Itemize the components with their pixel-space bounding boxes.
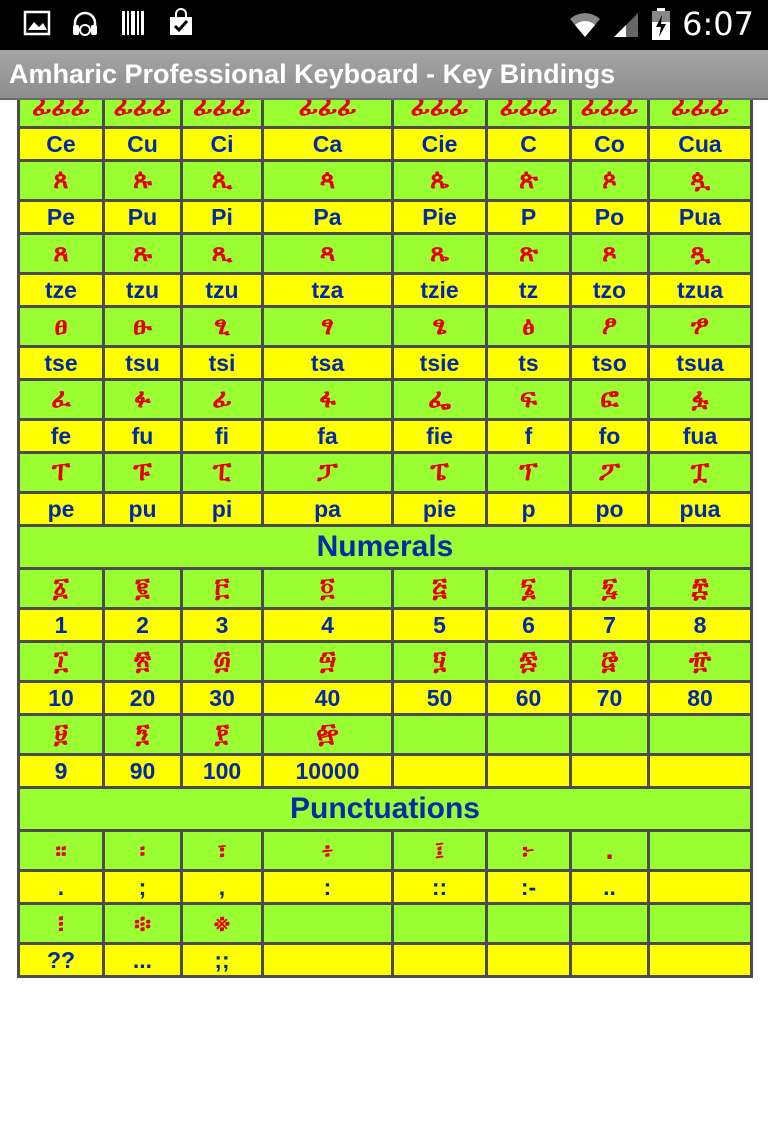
key-cell: ...	[104, 944, 182, 977]
glyph-cell	[393, 904, 487, 944]
system-status	[568, 4, 754, 44]
key-bindings-table	[17, 100, 753, 978]
key-cell	[649, 871, 752, 904]
key-cell: 90	[104, 755, 182, 788]
glyph-cell: ፌ	[393, 380, 487, 420]
glyph-cell: ፔ	[393, 453, 487, 493]
key-cell: fi	[182, 420, 263, 453]
glyph-cell: ፋ	[263, 380, 393, 420]
glyph-row	[19, 715, 752, 755]
key-cell: 100	[182, 755, 263, 788]
glyph-cell: ፍ	[487, 380, 571, 420]
key-cell: tso	[571, 347, 649, 380]
key-row	[19, 128, 752, 161]
key-cell: Po	[571, 201, 649, 234]
section-header-punctuations	[19, 788, 752, 831]
key-cell: 10000	[263, 755, 393, 788]
glyph-cell: ጱ	[104, 161, 182, 201]
key-cell: pua	[649, 493, 752, 526]
key-cell: :	[263, 871, 393, 904]
glyph-row	[19, 904, 752, 944]
key-cell: po	[571, 493, 649, 526]
glyph-cell: ጾ	[571, 234, 649, 274]
key-cell: fo	[571, 420, 649, 453]
glyph-cell: ፸	[571, 642, 649, 682]
glyph-cell: ጷ	[649, 161, 752, 201]
key-cell: tzua	[649, 274, 752, 307]
glyph-cell	[649, 715, 752, 755]
glyph-cell: ፊፊፊ	[182, 100, 263, 128]
glyph-cell: ፻	[182, 715, 263, 755]
glyph-cell: ፊፊፊ	[393, 100, 487, 128]
key-row	[19, 682, 752, 715]
key-cell: tzu	[182, 274, 263, 307]
glyph-cell: ፑ	[104, 453, 182, 493]
glyph-cell: ፠	[182, 904, 263, 944]
key-cell: 4	[263, 609, 393, 642]
glyph-cell: ፩	[19, 569, 104, 609]
glyph-cell	[571, 715, 649, 755]
notification-icons	[22, 8, 196, 38]
glyph-cell: ፖ	[571, 453, 649, 493]
key-cell: Cie	[393, 128, 487, 161]
key-cell: pi	[182, 493, 263, 526]
glyph-cell: ፄ	[393, 307, 487, 347]
key-cell: 5	[393, 609, 487, 642]
key-cell: tsua	[649, 347, 752, 380]
glyph-cell: ጽ	[487, 234, 571, 274]
key-cell: Co	[571, 128, 649, 161]
glyph-cell: ጶ	[571, 161, 649, 201]
glyph-cell: ጴ	[393, 161, 487, 201]
key-cell: Ci	[182, 128, 263, 161]
glyph-cell: ፱	[19, 715, 104, 755]
glyph-cell: ፊፊፊ	[487, 100, 571, 128]
glyph-cell: ፊ	[182, 380, 263, 420]
glyph-cell: ፎ	[571, 380, 649, 420]
glyph-cell: ፵	[263, 642, 393, 682]
key-cell: 9	[19, 755, 104, 788]
glyph-cell: ፂ	[182, 307, 263, 347]
glyph-cell: ፨	[104, 904, 182, 944]
glyph-cell: ።	[19, 831, 104, 871]
glyph-cell: ፃ	[263, 307, 393, 347]
key-cell: Pi	[182, 201, 263, 234]
key-cell: fie	[393, 420, 487, 453]
glyph-cell: ፕ	[487, 453, 571, 493]
key-cell: ts	[487, 347, 571, 380]
key-cell: Pie	[393, 201, 487, 234]
key-row	[19, 755, 752, 788]
glyph-cell: ፳	[104, 642, 182, 682]
glyph-row	[19, 161, 752, 201]
key-cell: ,	[182, 871, 263, 904]
key-row	[19, 493, 752, 526]
key-cell: pie	[393, 493, 487, 526]
glyph-cell: ፴	[182, 642, 263, 682]
glyph-row	[19, 569, 752, 609]
key-row	[19, 274, 752, 307]
key-cell: Pua	[649, 201, 752, 234]
key-cell: tza	[263, 274, 393, 307]
key-cell: 6	[487, 609, 571, 642]
image-icon	[22, 8, 52, 38]
glyph-cell: ፆ	[571, 307, 649, 347]
glyph-cell: ፊፊፊ	[571, 100, 649, 128]
key-cell: fe	[19, 420, 104, 453]
glyph-cell: ፷	[487, 642, 571, 682]
key-cell: 60	[487, 682, 571, 715]
glyph-cell: ፗ	[649, 453, 752, 493]
glyph-row	[19, 831, 752, 871]
key-cell: 10	[19, 682, 104, 715]
key-cell: tze	[19, 274, 104, 307]
glyph-cell: ጹ	[104, 234, 182, 274]
glyph-cell: ፹	[649, 642, 752, 682]
glyph-cell	[393, 715, 487, 755]
key-cell: C	[487, 128, 571, 161]
glyph-cell: ፊፊፊ	[263, 100, 393, 128]
glyph-cell: ፊፊፊ	[649, 100, 752, 128]
section-header-numerals	[19, 526, 752, 569]
glyph-cell: ጰ	[19, 161, 104, 201]
key-cell: Cua	[649, 128, 752, 161]
key-cell: 8	[649, 609, 752, 642]
key-cell	[487, 755, 571, 788]
glyph-cell: ፀ	[19, 307, 104, 347]
glyph-cell: ፼	[263, 715, 393, 755]
key-cell	[649, 944, 752, 977]
glyph-cell: ፧	[19, 904, 104, 944]
key-cell: tse	[19, 347, 104, 380]
key-cell: 7	[571, 609, 649, 642]
glyph-cell: ፈ	[19, 380, 104, 420]
battery-charging-icon	[650, 7, 672, 41]
glyph-cell	[487, 715, 571, 755]
glyph-cell: ጲ	[182, 161, 263, 201]
key-row	[19, 201, 752, 234]
glyph-cell: ፯	[571, 569, 649, 609]
glyph-cell: ጼ	[393, 234, 487, 274]
key-cell: 2	[104, 609, 182, 642]
key-cell: 1	[19, 609, 104, 642]
key-cell	[571, 944, 649, 977]
glyph-cell: ፦	[487, 831, 571, 871]
glyph-cell: ፮	[487, 569, 571, 609]
glyph-cell	[649, 831, 752, 871]
key-cell: ;;	[182, 944, 263, 977]
glyph-cell: ፺	[104, 715, 182, 755]
glyph-cell: ፡	[104, 831, 182, 871]
key-cell: p	[487, 493, 571, 526]
key-cell: :-	[487, 871, 571, 904]
glyph-cell: ፪	[104, 569, 182, 609]
glyph-cell: .	[571, 831, 649, 871]
glyph-cell: ፐ	[19, 453, 104, 493]
glyph-cell: ፤	[393, 831, 487, 871]
key-cell: 30	[182, 682, 263, 715]
app-title: Amharic Professional Keyboard - Key Bindings	[9, 59, 616, 89]
glyph-row	[19, 100, 752, 128]
app-title-bar	[0, 50, 768, 100]
glyph-cell: ፅ	[487, 307, 571, 347]
key-cell: tzu	[104, 274, 182, 307]
glyph-cell: ፁ	[104, 307, 182, 347]
key-cell: fu	[104, 420, 182, 453]
glyph-cell: ፒ	[182, 453, 263, 493]
key-cell	[263, 944, 393, 977]
glyph-cell: ጸ	[19, 234, 104, 274]
glyph-cell: ጳ	[263, 161, 393, 201]
key-cell: tsa	[263, 347, 393, 380]
section-title: Numerals	[19, 526, 752, 569]
key-cell: .	[19, 871, 104, 904]
key-cell: ??	[19, 944, 104, 977]
cell-signal-icon	[612, 9, 640, 39]
key-cell: fua	[649, 420, 752, 453]
barcode-icon	[118, 8, 148, 38]
key-row	[19, 944, 752, 977]
key-cell	[571, 755, 649, 788]
key-cell: Ce	[19, 128, 104, 161]
key-cell: tsie	[393, 347, 487, 380]
key-cell	[649, 755, 752, 788]
glyph-cell: ፏ	[649, 380, 752, 420]
key-cell: Pu	[104, 201, 182, 234]
glyph-row	[19, 307, 752, 347]
key-cell: pu	[104, 493, 182, 526]
key-cell	[393, 755, 487, 788]
glyph-cell: ጺ	[182, 234, 263, 274]
key-cell: fa	[263, 420, 393, 453]
key-cell: pe	[19, 493, 104, 526]
key-cell: tsu	[104, 347, 182, 380]
shopping-bag-check-icon	[166, 8, 196, 38]
key-cell: 20	[104, 682, 182, 715]
glyph-cell	[571, 904, 649, 944]
key-cell: pa	[263, 493, 393, 526]
glyph-cell: ጿ	[649, 234, 752, 274]
key-cell: Pe	[19, 201, 104, 234]
glyph-cell: ጵ	[487, 161, 571, 201]
glyph-cell: ጻ	[263, 234, 393, 274]
key-cell: Cu	[104, 128, 182, 161]
key-cell	[393, 944, 487, 977]
key-cell: Ca	[263, 128, 393, 161]
key-row	[19, 347, 752, 380]
key-cell: tzo	[571, 274, 649, 307]
glyph-cell: ፊፊፊ	[104, 100, 182, 128]
key-cell	[487, 944, 571, 977]
glyph-cell: ፬	[263, 569, 393, 609]
key-cell: tz	[487, 274, 571, 307]
glyph-cell: ፓ	[263, 453, 393, 493]
glyph-cell: ፇ	[649, 307, 752, 347]
glyph-row	[19, 642, 752, 682]
key-cell: ;	[104, 871, 182, 904]
glyph-row	[19, 453, 752, 493]
key-row	[19, 420, 752, 453]
status-bar	[0, 0, 768, 50]
glyph-cell: ፲	[19, 642, 104, 682]
key-cell: 3	[182, 609, 263, 642]
glyph-cell: ፶	[393, 642, 487, 682]
key-row	[19, 871, 752, 904]
wifi-icon	[568, 9, 602, 39]
key-cell: 40	[263, 682, 393, 715]
key-cell: ..	[571, 871, 649, 904]
key-cell: tsi	[182, 347, 263, 380]
section-title: Punctuations	[19, 788, 752, 831]
glyph-cell	[487, 904, 571, 944]
glyph-cell: ፣	[182, 831, 263, 871]
glyph-cell: ፭	[393, 569, 487, 609]
key-cell: 50	[393, 682, 487, 715]
glyph-cell: ፥	[263, 831, 393, 871]
key-cell: Pa	[263, 201, 393, 234]
glyph-cell	[263, 904, 393, 944]
glyph-row	[19, 234, 752, 274]
key-bindings-scroll-area[interactable]	[0, 100, 768, 1133]
key-cell: f	[487, 420, 571, 453]
headset-icon	[70, 8, 100, 38]
key-cell: tzie	[393, 274, 487, 307]
glyph-cell: ፉ	[104, 380, 182, 420]
clock: 6:07	[682, 5, 754, 43]
glyph-cell	[649, 904, 752, 944]
glyph-cell: ፰	[649, 569, 752, 609]
glyph-cell: ፊፊፊ	[19, 100, 104, 128]
glyph-row	[19, 380, 752, 420]
key-cell: P	[487, 201, 571, 234]
key-cell: 80	[649, 682, 752, 715]
glyph-cell: ፫	[182, 569, 263, 609]
key-cell: 70	[571, 682, 649, 715]
key-row	[19, 609, 752, 642]
key-cell: ::	[393, 871, 487, 904]
